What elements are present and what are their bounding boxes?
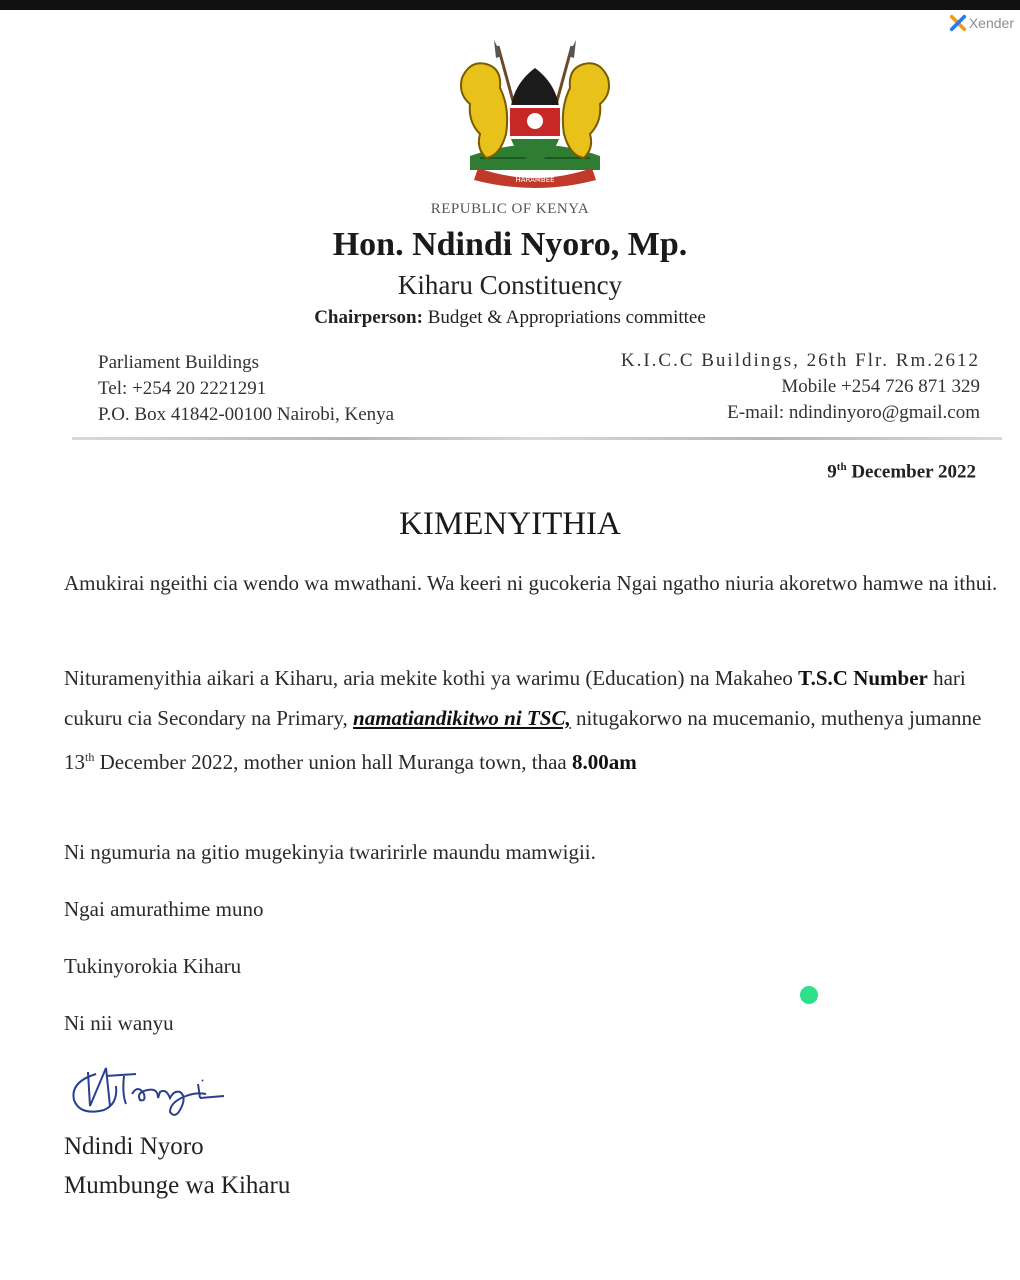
p2-not-registered: namatiandikitwo ni TSC, xyxy=(353,705,571,730)
top-status-bar xyxy=(0,0,1020,10)
body-paragraph-6: Ni nii wanyu xyxy=(64,1011,174,1035)
body-paragraph-3: Ni ngumuria na gitio mugekinyia twaririrle maundu mamwigii. xyxy=(64,840,596,864)
signature-image xyxy=(66,1054,236,1124)
p2-sup: th xyxy=(85,750,95,764)
green-dot-marker xyxy=(800,986,818,1004)
address-right-line2: Mobile +254 726 871 329 xyxy=(781,376,980,397)
date-rest: December 2022 xyxy=(846,461,976,483)
address-left xyxy=(98,350,394,428)
watermark-label: Xender xyxy=(968,15,1014,31)
xender-watermark xyxy=(949,14,1014,32)
letterhead-name: Hon. Ndindi Nyoro, Mp. xyxy=(332,226,688,263)
p2-time: 8.00am xyxy=(571,750,637,774)
p2-part-c: hari cukuru cia Secondary na Primary, xyxy=(64,666,966,730)
body-paragraph-5: Tukinyorokia Kiharu xyxy=(64,954,242,978)
chair-text: Budget & Appropriations committee xyxy=(427,307,706,328)
p2-part-e: nitugakorwo na mucemanio, muthenya jumanne 13 xyxy=(64,705,982,774)
body-paragraph-4: Ngai amurathime muno xyxy=(64,897,264,921)
crest-motto: HARAMBEE xyxy=(515,176,555,184)
p2-part-a: Nituramenyithia aikari a Kiharu, aria mekite kothi ya warimu (Education) na Makaheo xyxy=(64,666,799,690)
p2-tsc-number: T.S.C Number xyxy=(798,666,928,690)
signatory-name: Ndindi Nyoro xyxy=(64,1133,204,1160)
address-left-line3: P.O. Box 41842-00100 Nairobi, Kenya xyxy=(98,404,395,425)
body-paragraph-1: Amukirai ngeithi cia wendo wa mwathani. Wa keeri ni gucokeria Ngai ngatho niuria akoretwo hamwe na ithui. xyxy=(64,571,998,595)
p2-part-f: December 2022, mother union hall Muranga town, thaa xyxy=(94,750,572,774)
kenya-coat-of-arms-icon xyxy=(450,38,620,190)
letter-title: KIMENYITHIA xyxy=(399,506,621,542)
chairperson-line xyxy=(0,307,1020,329)
xender-icon xyxy=(949,14,967,32)
republic-label: REPUBLIC OF KENYA xyxy=(430,201,590,217)
date-suffix: th xyxy=(836,461,847,473)
address-right xyxy=(621,348,980,426)
date-day: 9 xyxy=(827,461,837,483)
address-right-line3: E-mail: ndindinyoro@gmail.com xyxy=(727,402,980,423)
address-left-line2: Tel: +254 20 2221291 xyxy=(98,378,267,399)
letter-date xyxy=(827,461,976,483)
signatory-role: Mumbunge wa Kiharu xyxy=(64,1172,291,1199)
chair-label: Chairperson: xyxy=(314,307,423,328)
address-right-line1: K.I.C.C Buildings, 26th Flr. Rm.2612 xyxy=(620,350,980,371)
constituency-label: Kiharu Constituency xyxy=(397,270,623,300)
address-left-line1: Parliament Buildings xyxy=(98,352,259,373)
header-divider xyxy=(72,437,1002,440)
body-paragraph-2 xyxy=(64,659,1009,783)
